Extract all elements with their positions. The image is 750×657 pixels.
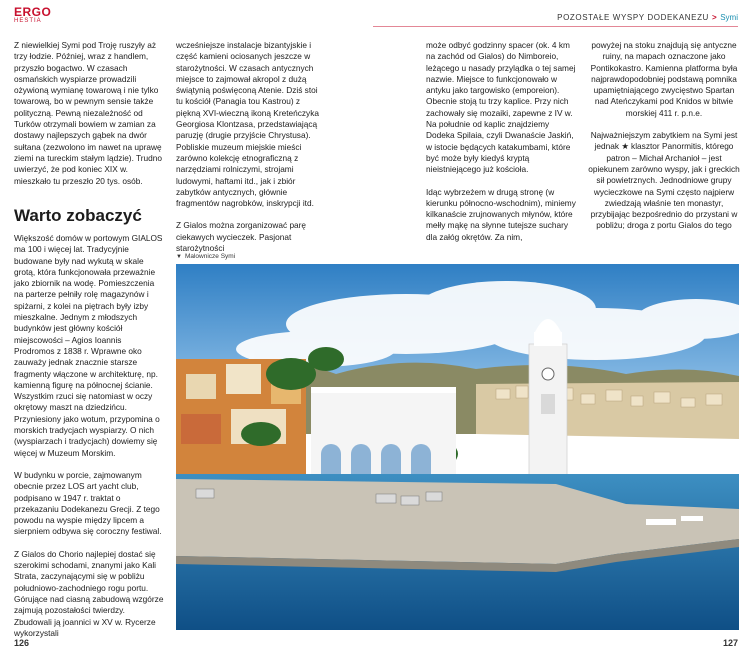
column-4 [588,40,740,243]
logo-name: ERGO [14,5,52,19]
white-building [311,387,456,477]
harbor-photo [176,264,739,630]
publisher-logo [14,6,51,25]
paragraph-pontikokastro: powyżej na stoku znajdują się antyczne ruiny, na mapach oznaczone jako Pontikokastro. Kamienna platforma była najprawdopodobniej podstawą pomnika upamiętniającego zwycięstwo Spartan nad Ateńczykami pod Knidos w bitwie morskiej 411 r. p.n.e. [590,40,738,118]
paragraph-intro: Z niewielkiej Symi pod Troję ruszyły aż trzy łodzie. Później, wraz z handlem, przyszło bogactwo. W czasach osmańskich wyspiarze prowadzili ożywioną wymianę towarową i nie tylko towarową, bo w pewnym sensie także polityczną. Pewną niezależność od Turków otrzymali bowiem w zamian za dostawy najlepszych gąbek na dwór sułtana (zezwolono im nawet na uprawę ziemi na tureckim stałym lądzie). Trudno uwierzyć, że pod koniec XIX w. mieszkało tu przeszło 20 tys. osób. [14,40,163,186]
paragraph-treaty: W budynku w porcie, zajmowanym obecnie przez LOS art yacht club, podpisano w 1947 r. traktat o przekazaniu Dodekanezu Grecji. Z tego powodu na wyspie między lipcem a sierpniem odbywa się coroczny festiwal. [14,469,162,537]
paragraph-mills: Idąc wybrzeżem w drugą stronę (w kierunku północno-wschodnim), miniemy kilkanaście zrujnowanych młynów, które mełły mąkę na słynne tutejsze suchary dla załóg okrętów. Za nim, [426,186,576,242]
photo-caption [176,253,235,260]
column-3 [426,40,578,254]
section-heading: Warto zobaczyć [14,206,142,225]
harbor-illustration [176,264,739,630]
column-1-top [14,40,164,198]
clock-tower [529,319,567,479]
header-current: Symi [720,13,738,22]
column-2 [176,40,326,265]
column-1-body [14,233,164,650]
paragraph-excursions: Z Gialos można zorganizować parę ciekawych wycieczek. Pasjonat starożytności [176,220,307,254]
caption-text: Malownicze Symi [184,253,236,260]
header-separator: > [711,13,718,22]
caption-triangle-icon: ▼ [176,254,182,260]
running-header [557,13,738,22]
header-section: POZOSTAŁE WYSPY DODEKANEZU [557,13,709,22]
paragraph-nimboreio: może odbyć godzinny spacer (ok. 4 km na zachód od Gialos) do Nimboreio, leżącego u nasady przylądka o tej samej nazwie. Miejsce to funkcjonowało w antyku jako targowisko (emporeion). Obecnie stoją tu trzy kaplice. Przy nich zachowały się mozaiki, zapewne z IV w. Na południe od kaplic znajdziemy Dodeka Spilaia, czyli Dwanaście Jaskiń, w istocie będących katakumbami, które być może były kiedyś kryptą nieistniejącego już kościoła. [426,40,576,175]
paragraph-castle: wcześniejsze instalacje bizantyjskie i część kamieni ociosanych jeszcze w starożytności. W czasach antycznych miejsce to zajmował akropol z dużą świątynią poświęconą Atenie. Dziś stoi tu kościół (Panagia tou Kastrou) z piękną XVI-wieczną ikoną Kreteńczyka Georgiosa Klontzasa, przedstawiającą paruzję (drugie przyjście Chrystusa). Pobliskie muzeum miejskie mieści zarówno kolekcję etnograficzną z narzędziami rolniczymi, strojami ludowymi, haftami itd., jak i zbiór zabytków antycznych, głównie fragmentów nagrobków, inskrypcji itd. [176,40,319,209]
page-number-left: 126 [14,638,30,648]
header-rule [373,26,738,27]
paragraph-gialos: Większość domów w portowym GIALOS ma 100 i więcej lat. Tradycyjnie budowane były nad wykutą w skale grotą, która funkcjonowała przeważnie jako zbiornik na wodę. Pomieszczenia na parterze pełniły rolę magazynów i spiżarni, z kolei na piętrach były izby mieszkalne. Jednym z młodszych budynków jest główny kościół miejscowości – Agios Ioannis Prodromos z 1838 r. Wprawne oko zauważy jednak znacznie starsze fragmenty włączone w architekturę, np. kamienną figurę na północnej ścianie. Wszystkim rzuci się natomiast w oczy okrętowy maszt na dziedzińcu. Przyniesiony jako wotum, przypomina o morskich tradycjach wyspiarzy. O nich (wyspiarzach i tradycjach) dowiemy się więcej w Muzeum Morskim. [14,233,163,458]
paragraph-chorio: Z Gialos do Chorio najlepiej dostać się szerokimi schodami, znanymi jako Kali Strata, zaczynającymi się w pobliżu południowo-zachodniego rogu portu. Górujące nad ciasną zabudową wzgórze zajmują pozostałości twierdzy. Zbudowali ją joannici w XV w. Rycerze wykorzystali [14,548,164,638]
page-number-right: 127 [722,638,738,648]
logo-sub: HESTIA [14,18,42,24]
paragraph-panormitis: Najważniejszym zabytkiem na Symi jest jednak ★ klasztor Panormitis, którego patron – Michał Archanioł – jest opiekunem zarówno wyspy, jak i greckich sił powietrznych. Jednodniowe grupy wycieczkowe na Symi często najpierw zwiedzają właśnie ten monastyr, przybijając bezpośrednio do przystani w pobliżu; droga z portu Gialos do tego [588,130,740,231]
